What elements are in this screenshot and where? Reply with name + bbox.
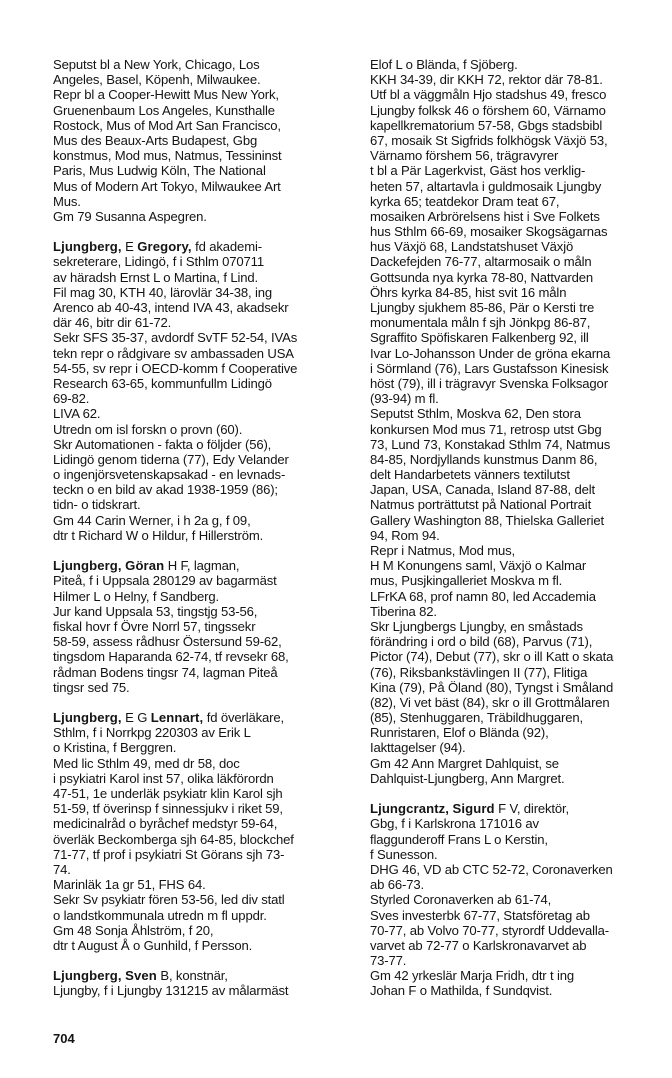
text-line: LIVA 62. — [53, 406, 101, 422]
text-line: varvet ab 72-77 o Karlskronavarvet ab — [370, 937, 587, 953]
entry-heading — [370, 801, 670, 816]
text-line: medicinalråd o byråchef medstyr 59-64, — [53, 816, 278, 832]
text-line: Kina (79), På Öland (80), Tyngst i Småland — [370, 679, 614, 695]
text-line: Utredn om isl forskn o provn (60). — [53, 421, 243, 437]
right-column — [370, 57, 670, 999]
text-line: tekn repr o rådgivare sv ambassaden USA — [53, 345, 294, 361]
text-line: Hilmer L o Helny, f Sandberg. — [53, 588, 219, 604]
entry-heading — [53, 968, 353, 983]
entry-title: F V, direktör, — [498, 801, 570, 817]
text-line: H M Konungens saml, Växjö o Kalmar — [370, 558, 587, 574]
entry-heading — [53, 239, 353, 254]
text-line: Seputst Sthlm, Moskva 62, Den stora — [370, 406, 581, 422]
text-line: Utf bl a väggmåln Hjo stadshus 49, fresco — [370, 87, 607, 103]
text-line: Gm 44 Carin Werner, i h 2a g, f 09, — [53, 512, 251, 528]
text-line: (93-94) m fl. — [370, 391, 439, 407]
text-line: 84-85, Nordjyllands kunstmus Danm 86, — [370, 451, 598, 467]
text-line: Med lic Sthlm 49, med dr 58, doc — [53, 755, 240, 771]
text-line: Marinläk 1a gr 51, FHS 64. — [53, 877, 206, 893]
text-line: tingsdom Haparanda 62-74, tf revsekr 68, — [53, 649, 289, 665]
text-line: monumentala måln f sjh Jönkpg 86-87, — [370, 315, 591, 331]
text-line: Repr i Natmus, Mod mus, — [370, 543, 515, 558]
text-line: LFrKA 68, prof namn 80, led Accademia — [370, 588, 596, 604]
text-line: Gruenenbaum Los Angeles, Kunsthalle — [53, 102, 275, 118]
text-line: Ivar Lo-Johansson Under de gröna ekarna — [370, 345, 611, 361]
text-line: 73-77. — [370, 953, 407, 969]
continued-entry-text — [370, 57, 670, 786]
text-line: Sekr SFS 35-37, avdordf SvTF 52-54, IVAs — [53, 330, 298, 346]
left-column — [53, 57, 353, 999]
text-line: Mus des Beaux-Arts Budapest, Gbg — [53, 132, 258, 148]
text-line: 67, mosaik St Sigfrids folkhögsk Växjö 53, — [370, 132, 608, 148]
text-line: o Kristina, f Berggren. — [53, 740, 177, 756]
entry-given-name: Sigurd — [452, 801, 495, 817]
text-line: Iakttagelser (94). — [370, 740, 466, 756]
text-line: Styrled Coronaverken ab 61-74, — [370, 892, 552, 908]
text-line: heten 57, altartavla i guldmosaik Ljungby — [370, 178, 602, 194]
entry-heading — [53, 710, 353, 725]
entry-surname: Ljungcrantz, — [370, 801, 450, 817]
text-line: förändring i ord o bild (68), Parvus (71), — [370, 634, 593, 650]
biography-entry-sven — [53, 968, 353, 998]
text-line: Dahlquist-Ljungberg, Ann Margret. — [370, 770, 565, 786]
entry-initials: E — [125, 239, 134, 255]
biography-entry-sigurd — [370, 801, 670, 998]
text-line: Ljungby sjukhem 85-86, Pär o Kersti tre — [370, 300, 595, 315]
text-line: hus Sthlm 66-69, mosaiker Skogsägarnas — [370, 224, 608, 240]
text-line: Gm 42 yrkeslär Marja Fridh, dtr t ing — [370, 968, 575, 984]
text-line: (82), Vi vet bäst (84), skr o ill Grottmålaren — [370, 694, 610, 710]
entry-title: H F, lagman, — [167, 558, 240, 574]
text-line: dtr t Richard W o Hildur, f Hillerström. — [53, 527, 264, 543]
text-line: Research 63-65, kommunfullm Lidingö — [53, 375, 272, 391]
text-line: Sves investerbk 67-77, Statsföretag ab — [370, 907, 590, 923]
entry-separator — [53, 953, 353, 968]
text-line: o ingenjörsvetenskapsakad - en levnads- — [53, 467, 286, 483]
text-line: 58-59, assess rådhusr Östersund 59-62, — [53, 634, 282, 650]
text-line: konstmus, Mod mus, Natmus, Tessininst — [53, 148, 282, 164]
text-line: höst (79), ill i trägravyr Svenska Folksagor — [370, 375, 608, 391]
entry-separator — [370, 786, 670, 801]
text-line: i psykiatri Karol inst 57, olika läkförordn — [53, 770, 274, 786]
text-line: Angeles, Basel, Köpenh, Milwaukee. — [53, 72, 261, 88]
text-line: Fil mag 30, KTH 40, lärovlär 34-38, ing — [53, 284, 273, 300]
text-line: (85), Stenhuggaren, Träbildhuggaren, — [370, 710, 583, 726]
text-line: Gm 48 Sonja Åhlström, f 20, — [53, 922, 214, 938]
entry-surname: Ljungberg, — [53, 239, 122, 255]
text-line: Arenco ab 40-43, intend IVA 43, akadsekr — [53, 300, 289, 315]
text-line: teckn o en bild av akad 1938-1959 (86); — [53, 482, 278, 498]
text-line: tidn- o tidskrart. — [53, 497, 141, 513]
text-line: mosaiken Arbrörelsens hist i Sve Folkets — [370, 208, 600, 224]
text-line: mus, Pusjkingalleriet Moskva m fl. — [370, 573, 563, 589]
entry-given-name: Göran — [125, 558, 165, 574]
text-line: Värnamo förshem 56, trägravyrer — [370, 148, 559, 164]
entry-surname: Ljungberg, — [53, 968, 122, 984]
entry-initials: E G — [125, 710, 148, 726]
text-line: 73, Lund 73, Konstakad Sthlm 74, Natmus — [370, 436, 611, 452]
text-line: 69-82. — [53, 391, 90, 407]
text-line: Gm 79 Susanna Aspegren. — [53, 208, 207, 224]
text-line: Seputst bl a New York, Chicago, Los — [53, 57, 260, 72]
text-line: Japan, USA, Canada, Island 87-88, delt — [370, 482, 596, 498]
entry-separator — [53, 543, 353, 558]
text-line: 94, Rom 94. — [370, 527, 440, 543]
biography-entry-gregory — [53, 239, 353, 543]
text-line: Piteå, f i Uppsala 280129 av bagarmäst — [53, 573, 277, 589]
entry-heading — [53, 558, 353, 573]
text-line: Gm 42 Ann Margret Dahlquist, se — [370, 755, 559, 771]
text-line: 71-77, tf prof i psykiatri St Görans sjh 73- — [53, 846, 285, 862]
text-line: o landstkommunala utredn m fl uppdr. — [53, 907, 267, 923]
page-number: 704 — [53, 1031, 75, 1046]
text-line: Dackefejden 76-77, altarmosaik o måln — [370, 254, 592, 270]
entry-given-name: Lennart, — [150, 710, 204, 726]
text-line: f Sunesson. — [370, 846, 438, 862]
text-line: konkursen Mod mus 71, retrosp utst Gbg — [370, 421, 602, 437]
entry-title: B, konstnär, — [160, 968, 228, 984]
entry-title: fd överläkare, — [206, 710, 284, 726]
entry-surname: Ljungberg, — [53, 558, 122, 574]
text-line: Öhrs kyrka 84-85, hist svit 16 måln — [370, 284, 567, 300]
text-line: Lidingö genom tiderna (77), Edy Velander — [53, 451, 289, 467]
text-line: kapellkrematorium 57-58, Gbgs stadsbibl — [370, 117, 603, 133]
text-line: Rostock, Mus of Mod Art San Francisco, — [53, 117, 281, 133]
text-line: Jur kand Uppsala 53, tingstjg 53-56, — [53, 603, 258, 619]
text-line: Gbg, f i Karlskrona 171016 av — [370, 816, 539, 832]
text-line: Johan F o Mathilda, f Sundqvist. — [370, 983, 553, 999]
text-line: Pictor (74), Debut (77), skr o ill Katt o skata — [370, 649, 614, 665]
continued-entry-text — [53, 57, 353, 224]
text-line: KKH 34-39, dir KKH 72, rektor där 78-81. — [370, 72, 603, 88]
text-line: (76), Riksbankstävlingen II (77), Flitiga — [370, 664, 588, 680]
text-line: DHG 46, VD ab CTC 52-72, Coronaverken — [370, 861, 613, 877]
text-line: Repr bl a Cooper-Hewitt Mus New York, — [53, 87, 279, 103]
text-line: av häradsh Ernst L o Martina, f Lind. — [53, 269, 259, 285]
text-line: Sthlm, f i Norrkpg 220303 av Erik L — [53, 725, 251, 741]
text-line: Skr Automationen - fakta o följder (56), — [53, 436, 272, 452]
text-line: Mus of Modern Art Tokyo, Milwaukee Art — [53, 178, 281, 194]
entry-title: fd akademi- — [195, 239, 262, 255]
text-line: Gottsunda nya kyrka 78-80, Nattvarden — [370, 269, 593, 285]
text-line: Ljungby folksk 46 o förshem 60, Värnamo — [370, 102, 606, 118]
text-line: överläk Beckomberga sjh 64-85, blockchef — [53, 831, 294, 847]
text-line: 54-55, sv repr i OECD-komm f Cooperative — [53, 360, 298, 376]
text-line: Sgraffito Spöfiskaren Falkenberg 92, ill — [370, 330, 589, 346]
text-line: Runristaren, Elof o Blända (92), — [370, 725, 549, 741]
text-line: 47-51, 1e underläk psykiatr klin Karol sjh — [53, 786, 283, 801]
text-line: Tiberina 82. — [370, 603, 437, 619]
entry-given-name: Sven — [125, 968, 157, 984]
text-line: sekreterare, Lidingö, f i Sthlm 070711 — [53, 254, 264, 270]
biography-entry-goran — [53, 558, 353, 695]
text-line: 70-77, ab Volvo 70-77, styrordf Uddevalla- — [370, 922, 609, 938]
text-line: 51-59, tf överinsp f sinnessjukv i riket 59, — [53, 801, 283, 817]
entry-surname: Ljungberg, — [53, 710, 122, 726]
text-line: flaggunderoff Frans L o Kerstin, — [370, 831, 548, 847]
text-line: Ljungby, f i Ljungby 131215 av målarmäst — [53, 983, 289, 999]
text-line: delt Handarbetets vänners textilutst — [370, 467, 570, 483]
text-line: rådman Bodens tingsr 74, lagman Piteå — [53, 664, 278, 680]
entry-separator — [53, 695, 353, 710]
text-line: Natmus porträttutst på National Portrait — [370, 497, 592, 513]
text-line: ab 66-73. — [370, 877, 424, 893]
text-line: 74. — [53, 861, 71, 877]
biography-entry-lennart — [53, 710, 353, 953]
text-line: Gallery Washington 88, Thielska Galleriet — [370, 512, 605, 528]
text-line: Paris, Mus Ludwig Köln, The National — [53, 163, 266, 179]
entry-separator — [53, 224, 353, 239]
text-line: Skr Ljungbergs Ljungby, en småstads — [370, 618, 583, 634]
text-line: hus Växjö 68, Landstatshuset Växjö — [370, 239, 574, 255]
text-line: Elof L o Blända, f Sjöberg. — [370, 57, 518, 72]
text-line: i Sörmland (76), Lars Gustafsson Kinesisk — [370, 360, 609, 376]
text-line: t bl a Pär Lagerkvist, Gäst hos verklig- — [370, 163, 586, 179]
text-line: tingsr sed 75. — [53, 679, 130, 695]
text-line: kyrka 65; teatdekor Dram teat 67, — [370, 193, 560, 209]
text-line: dtr t August Å o Gunhild, f Persson. — [53, 937, 253, 953]
text-line: där 46, bitr dir 61-72. — [53, 315, 172, 331]
text-line: Sekr Sv psykiatr fören 53-56, led div statl — [53, 892, 285, 908]
text-line: Mus. — [53, 193, 81, 209]
entry-given-name: Gregory, — [137, 239, 192, 255]
text-line: fiskal hovr f Övre Norrl 57, tingssekr — [53, 618, 256, 634]
